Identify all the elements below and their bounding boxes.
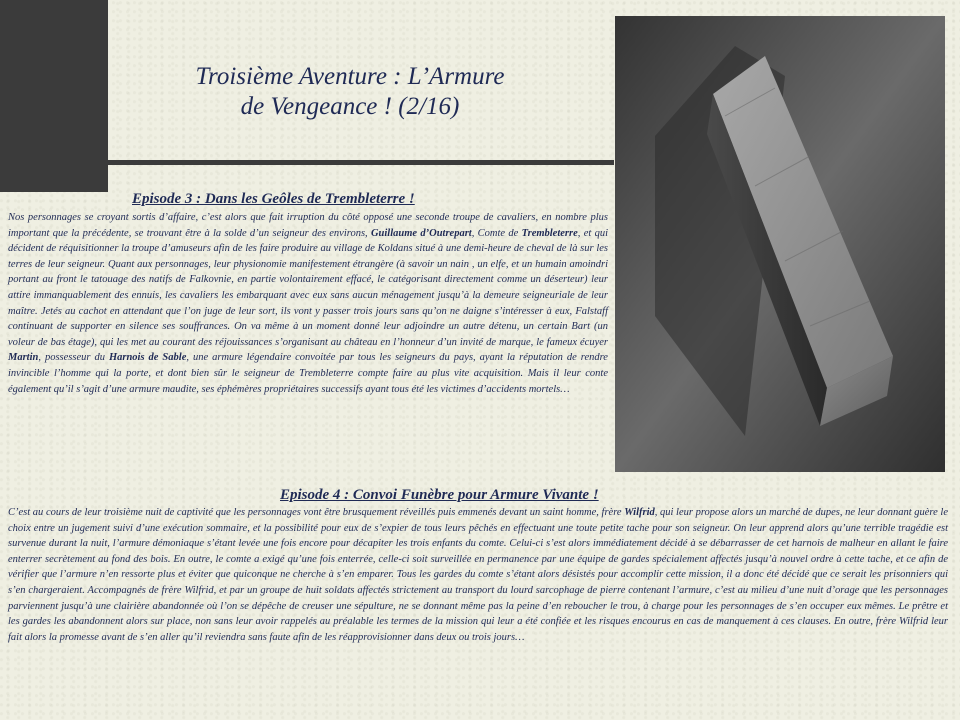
episode4-text-2: , qui leur propose alors un marché de dupes, ne leur donnant guère le choix entre un jugement suivi d’une exécution sommaire, et la possibilité pour eux de s’expier de tous leurs pêchés en effectuant une toute petite tache pour son seigneur. On leur apprend alors qu’une terrible tragédie est survenue durant la nuit, l’armure démoniaque s’étant levée une fois encore pour décapiter les trois enfants du comte. Celui-ci s’est alors immédiatement décidé à se débarrasser de cet harnois de malheur en allant le faire enterrer secrètement au fond des bois. En outre, le comte a exigé qu’une fois enterrée, celle-ci soit surveillée en permanence par une équipe de gardes spécialement affectés jusqu’à nouvel ordre à cette tache, et ce afin de vérifier que l’armure n’en ressorte plus et éviter que quiconque ne cherche à s’en emparer. Tous les gardes du comte s’étant alors désistés pour accomplir cette mission, il a donc été décidé que ce serait les prisonniers qui s’en chargeraient. Accompagnés de frère Wilfrid, et par un groupe de huit soldats affectés strictement au transport du lourd sarcophage de pierre contenant l’armure, c’est au milieu d’une nuit d’orage que les personnages parviennent jusqu’à une clairière abandonnée où l’on se dépêche de creuser une sépulture, ne se donnant même pas la peine d’en reboucher le trou, à charge pour les personnages de s’en occuper eux mêmes. Le prêtre et les gardes les abandonnent alors sur place, non sans leur avoir rappelés au préalable les termes de la mission qui leur a été confiée et les risques encourus en cas de manquement à ces clauses. En outre, frère Wilfrid leur fait alors la promesse avant de s’en aller qu’il reviendra sans faute afin de les réapprovisionner dans deux ou trois jours…	[8, 507, 948, 643]
episode4-heading: Episode 4 : Convoi Funèbre pour Armure Vivante !	[280, 487, 599, 503]
episode3-name-trembleterre: Trembleterre	[521, 227, 578, 239]
sarcophagus-photo	[615, 16, 945, 472]
page-title	[140, 62, 560, 122]
episode3-heading: Episode 3 : Dans les Geôles de Trembleterre !	[132, 191, 415, 207]
episode3-name-martin: Martin	[8, 352, 39, 364]
episode3-paragraph	[8, 210, 608, 397]
episode3-text-1: Nos personnages se croyant sortis d’affaire, c’est alors que fait irruption du côté opposé une seconde troupe de cavaliers, en nombre plus important que la précédente, se trouvant être à la solde d’un seigneur des environs,	[8, 212, 608, 239]
episode3-name-guillaume: Guillaume d’Outrepart	[370, 227, 472, 239]
decorative-horizontal-bar	[0, 160, 614, 165]
page-title-line1: Troisième Aventure : L’Armure	[195, 63, 505, 90]
episode4-name-wilfrid: Wilfrid	[624, 507, 655, 518]
episode3-text-5: , une armure légendaire convoitée par tous les seigneurs du pays, ayant la réputation de rendre invincible l’homme qui la porte, et dont bien sûr le seigneur de Trembleterre compte faire au plus vite acquisition. Mais il leur conte également qu’il s’agit d’une armure maudite, ses éphémères propriétaires successifs ayant tous été les victimes d’accidents mortels…	[8, 352, 608, 395]
page-title-line2: de Vengeance ! (2/16)	[240, 93, 460, 120]
episode4-paragraph	[8, 505, 948, 645]
episode3-text-2: , Comte de	[471, 227, 522, 239]
episode3-name-harnois: Harnois de Sable	[108, 352, 187, 364]
episode3-text-4: , possesseur du	[38, 352, 109, 364]
episode4-text-1: C’est au cours de leur troisième nuit de captivité que les personnages vont être brusquement réveillés puis emmenés devant un saint homme, frère	[8, 507, 625, 518]
episode3-text-3: , et qui décident de réquisitionner la troupe d’amuseurs afin de les faire produire au village de Koldans situé à une demi-heure de cheval de là sur les terres de leur seigneur. Quant aux personnages, leur physionomie manifestement étrangère (à savoir un nain , un elfe, et un humain amoindri portant au front le tatouage des natifs de Falkovnie, en partie volontairement effacé, le catégorisant directement comme un déserteur) leur attire immanquablement des ennuis, les cavaliers les embarquant avec eux sans aucun ménagement jusqu’à la demeure seigneuriale de leur maître. Jetés au cachot en attendant que l’on juge de leur sort, ils vont y passer trois jours sans qu’on ne daigne s’intéresser à eux, Falstaff continuant de supporter en silence ses souffrances. On va même à un moment donné leur adjoindre un autre détenu, un certain Bart (un voleur de bas étage), qui les met au courant des réjouissances s’organisant au château en l’honneur d’un invité de marque, le fameux écuyer	[8, 227, 608, 348]
stone-sarcophagus-icon	[615, 16, 945, 472]
